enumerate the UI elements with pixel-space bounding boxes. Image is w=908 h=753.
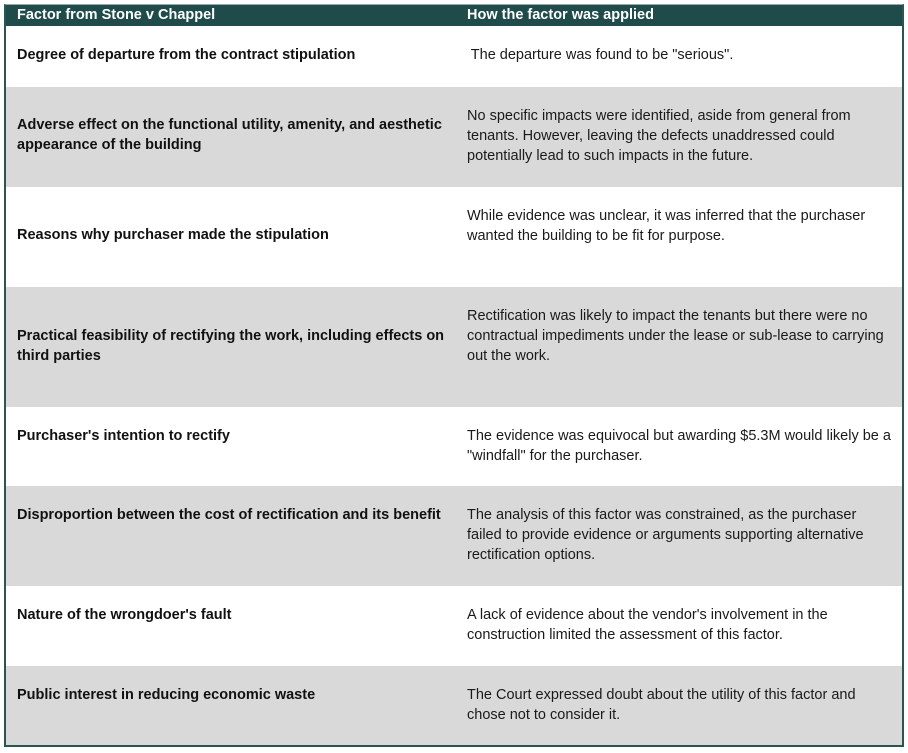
factor-cell: Degree of departure from the contract stipulation (17, 47, 356, 63)
table-row (6, 486, 902, 586)
table-row (6, 586, 902, 666)
applied-cell: The Court expressed doubt about the utility of this factor and chose not to consider it. (467, 687, 856, 723)
factor-cell: Disproportion between the cost of rectification and its benefit (17, 507, 441, 523)
factor-cell: Practical feasibility of rectifying the work, including effects on third parties (17, 328, 445, 364)
table-row (6, 666, 902, 745)
table-row (6, 87, 902, 187)
factor-cell: Reasons why purchaser made the stipulation (17, 227, 329, 243)
stone-v-chappel-factors-table (4, 4, 904, 747)
factor-cell: Adverse effect on the functional utility, amenity, and aesthetic appearance of the building (17, 117, 442, 153)
applied-cell: The departure was found to be "serious". (467, 47, 734, 63)
factor-cell: Purchaser's intention to rectify (17, 428, 230, 444)
applied-cell: No specific impacts were identified, aside from general from tenants. However, leaving the defects unaddressed could potentially lead to such impacts in the future. (467, 108, 851, 164)
column-header-applied: How the factor was applied (467, 7, 654, 23)
applied-cell: A lack of evidence about the vendor's involvement in the construction limited the assessment of this factor. (467, 607, 828, 643)
factor-cell: Public interest in reducing economic waste (17, 687, 316, 703)
table-row (6, 26, 902, 87)
applied-cell: While evidence was unclear, it was inferred that the purchaser wanted the building to be fit for purpose. (467, 208, 866, 244)
applied-cell: The analysis of this factor was constrained, as the purchaser failed to provide evidence or arguments supporting alternative rectification options. (467, 507, 864, 563)
applied-cell: The evidence was equivocal but awarding $5.3M would likely be a "windfall" for the purchaser. (467, 428, 891, 464)
table-header-row (6, 5, 902, 26)
table-row (6, 287, 902, 407)
table-row (6, 407, 902, 486)
column-header-factor: Factor from Stone v Chappel (17, 7, 216, 23)
applied-cell: Rectification was likely to impact the tenants but there were no contractual impediments under the lease or sub-lease to carrying out the work. (467, 308, 884, 364)
factor-cell: Nature of the wrongdoer's fault (17, 607, 232, 623)
table-row (6, 187, 902, 287)
